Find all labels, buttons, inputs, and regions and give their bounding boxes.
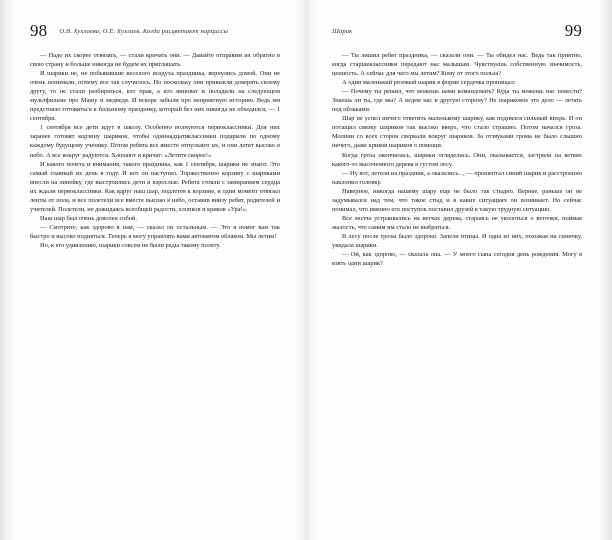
paragraph: А один маленький розовый шарик в форме сердечка пропищал: <box>342 79 516 87</box>
running-head-title-right: Шарик <box>332 28 353 35</box>
paragraph: Наверное, никогда нашему шару еще не было так стыдно. Вернее, раньше он не задумывался над тем, что такое стыд и в каких ситуациях он возникает. Но сейчас понимал, что именно его поступок поставил друзей в такую трудную ситуацию. <box>332 187 582 213</box>
left-page-text-column <box>30 51 280 250</box>
left-running-head <box>30 22 280 48</box>
right-edge-shadow <box>598 0 612 540</box>
paragraph: Все молча устраивались на ветках дерева, стараясь не уколоться о веточки, поймав жалость, что самим им стало не выбраться. <box>332 214 582 231</box>
paragraph: — Смотрите, как здорово я нам, — сказал он остальным. — Это я помог вам так быстро и высоко подняться. Теперь я могу управлять вами автоматом облаком. Мы летим! <box>30 223 280 240</box>
paragraph: — Ой, как здорово, — сказала она. — У моего сына сегодня день рождения. Могу я взять один шарик? <box>332 251 582 268</box>
page-number-left: 98 <box>30 21 48 40</box>
paragraph: Наш шар был очень доволен собой. <box>40 214 137 222</box>
paragraph: И какого почета и внимания, такого праздника, как 1 сентября, шарики не знают. Это самый главный их день в году. И вот он наступил. Торжественно корзину с шариками внесли на линейку, где выстроились дети и взрослые. Ребята стояли с замиранием сердца их ждали первоклассники. Как вдруг наш шар, подлетев к корзине, в один момент отвязал ленты от пола, и все полетели все вместе высоко в небо, оставив внизу ребят, родителей и учителей. Полетели, не дожидаясь всеобщей радости, хлопков и криков «Ура!». <box>30 160 280 213</box>
right-page <box>306 0 612 540</box>
paragraph: — Почему ты решил, что можешь нами командовать? Куда ты можешь нас повести? Знаешь ли ты, где мы? А ведем нас в другую сторону? Не шариковое это дело — летать под облаками. <box>332 88 582 114</box>
paragraph: — Надо их скорее отвязать, — стали кричать они. — Давайте отправим их обратно в свою страну и больше никогда не будем их приглашать. <box>30 52 280 69</box>
paragraph: — Ты лишил ребят праздника, — сказали они. — Ты обидел нас. Ведь так приятно, когда старшеклассники передают нас малышам. Чувствуешь собственную значимость, ценность. А сейчас для чего мы летим? Кому от этого польза? <box>332 52 582 78</box>
paragraph: И шарики не, не побывавшие веселого воздуха праздника, вернулись домой. Они не очень понимали, почему все так случилось. Но поскольку они привыкли доверять своему другу, то не стали разбираться, кто прав, а кто виноват и поладили на следующем мультфильме про Машу и медведя. И вскоре забыли про неприятную историю. Ведь им предстояло готовиться к большому празднику, который без них никогда не обходился, — 1 сентября. <box>30 70 280 123</box>
right-page-text-column <box>332 51 582 268</box>
paragraph: Когда гроза окончилась, шарики огляделись. Они, оказывается, застряли на ветвях какого-то высоченного дерева в густом лесу. <box>332 151 582 168</box>
paragraph: 1 сентября все дети идут в школу. Особенно волнуются первоклассники. Для них заранее готовят корзину шариков, чтобы одиннадцатиклассники подарили по одному каждому будущему ученику. Потом ребята все вместе отпускают их, и они летят высоко в небо. А все вокруг радуются. Хлопают и кричат: «Летите скорее!» <box>30 124 280 159</box>
paragraph: Шар не успел ничего ответить маленькому шарику, как поднялся сильный вихрь. И он потащил связку шариков так высоко вверх, что стало страшно. Потом начался гроза. Молнии со всех сторон сверкали вокруг шариков. За отзвуками грома не было слышно ничего, даже криков шариков о помощи. <box>332 115 582 150</box>
left-edge-shadow <box>0 0 14 540</box>
right-running-head <box>332 22 582 48</box>
book-gutter-shadow <box>296 0 316 540</box>
running-head-title-left: О.В. Хухлаева, О.Е. Хухлаев. Когда расцветают нарциссы <box>59 28 229 35</box>
paragraph: Но, к его удивлению, шарики совсем не были рады такому полету. <box>40 241 221 249</box>
paragraph: — Ну вот, летели на праздник, а оказались..., — прошептал синий шарик и расстроенно наклонил головку. <box>332 169 582 186</box>
paragraph: В лесу после грозы было здорово. Запели птицы. И одна из них, похожая на синичку, увидала шарики. <box>332 232 582 249</box>
page-number-right: 99 <box>564 21 582 40</box>
